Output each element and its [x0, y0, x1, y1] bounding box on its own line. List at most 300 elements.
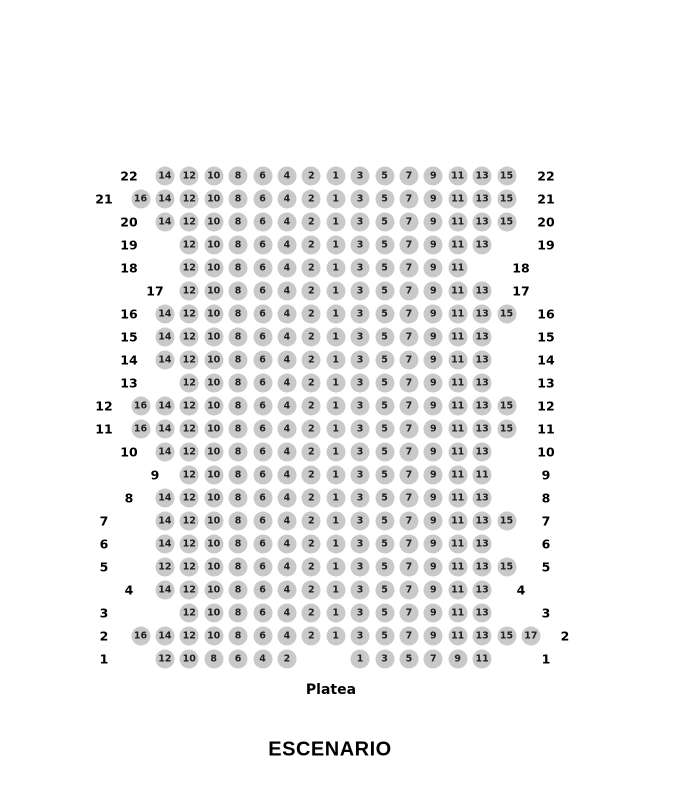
- seat[interactable]: 16: [131, 190, 150, 209]
- seat[interactable]: 13: [473, 236, 492, 255]
- seat[interactable]: 11: [448, 627, 467, 646]
- seat[interactable]: 8: [229, 489, 248, 508]
- seat[interactable]: 3: [351, 351, 370, 370]
- seat[interactable]: 2: [302, 167, 321, 186]
- seat[interactable]: 3: [351, 604, 370, 623]
- seat[interactable]: 3: [351, 374, 370, 393]
- seat[interactable]: 1: [326, 604, 345, 623]
- seat[interactable]: 5: [375, 489, 394, 508]
- seat[interactable]: 1: [326, 397, 345, 416]
- seat[interactable]: 3: [351, 328, 370, 347]
- seat[interactable]: 11: [448, 604, 467, 623]
- seat[interactable]: 10: [204, 535, 223, 554]
- seat[interactable]: 7: [399, 328, 418, 347]
- seat[interactable]: 2: [302, 374, 321, 393]
- seat[interactable]: 13: [473, 351, 492, 370]
- seat[interactable]: 12: [180, 351, 199, 370]
- seat[interactable]: 5: [375, 374, 394, 393]
- seat[interactable]: 12: [180, 397, 199, 416]
- seat[interactable]: 7: [399, 305, 418, 324]
- seat[interactable]: 8: [204, 650, 223, 669]
- seat[interactable]: 5: [375, 443, 394, 462]
- seat[interactable]: 9: [424, 604, 443, 623]
- seat[interactable]: 4: [277, 489, 296, 508]
- seat[interactable]: 3: [351, 489, 370, 508]
- seat[interactable]: 10: [204, 466, 223, 485]
- seat[interactable]: 3: [351, 397, 370, 416]
- seat[interactable]: 2: [302, 420, 321, 439]
- seat[interactable]: 15: [497, 558, 516, 577]
- seat[interactable]: 9: [424, 535, 443, 554]
- seat[interactable]: 6: [253, 328, 272, 347]
- seat[interactable]: 13: [473, 443, 492, 462]
- seat[interactable]: 1: [326, 558, 345, 577]
- seat[interactable]: 2: [302, 489, 321, 508]
- seat[interactable]: 10: [204, 328, 223, 347]
- seat[interactable]: 2: [277, 650, 296, 669]
- seat[interactable]: 5: [375, 190, 394, 209]
- seat[interactable]: 6: [253, 489, 272, 508]
- seat[interactable]: 9: [424, 236, 443, 255]
- seat[interactable]: 14: [155, 535, 174, 554]
- seat[interactable]: 7: [399, 535, 418, 554]
- seat[interactable]: 7: [399, 236, 418, 255]
- seat[interactable]: 3: [351, 558, 370, 577]
- seat[interactable]: 5: [375, 305, 394, 324]
- seat[interactable]: 14: [155, 351, 174, 370]
- seat[interactable]: 7: [399, 282, 418, 301]
- seat[interactable]: 9: [424, 627, 443, 646]
- seat[interactable]: 8: [229, 581, 248, 600]
- seat[interactable]: 8: [229, 466, 248, 485]
- seat[interactable]: 9: [424, 581, 443, 600]
- seat[interactable]: 8: [229, 167, 248, 186]
- seat[interactable]: 4: [277, 604, 296, 623]
- seat[interactable]: 1: [351, 650, 370, 669]
- seat[interactable]: 13: [473, 213, 492, 232]
- seat[interactable]: 4: [277, 627, 296, 646]
- seat[interactable]: 11: [448, 282, 467, 301]
- seat[interactable]: 4: [277, 305, 296, 324]
- seat[interactable]: 5: [375, 466, 394, 485]
- seat[interactable]: 13: [473, 420, 492, 439]
- seat[interactable]: 15: [497, 512, 516, 531]
- seat[interactable]: 14: [155, 443, 174, 462]
- seat[interactable]: 10: [204, 558, 223, 577]
- seat[interactable]: 16: [131, 397, 150, 416]
- seat[interactable]: 4: [277, 282, 296, 301]
- seat[interactable]: 1: [326, 535, 345, 554]
- seat[interactable]: 15: [497, 190, 516, 209]
- seat[interactable]: 1: [326, 282, 345, 301]
- seat[interactable]: 2: [302, 604, 321, 623]
- seat[interactable]: 5: [375, 213, 394, 232]
- seat[interactable]: 8: [229, 259, 248, 278]
- seat[interactable]: 11: [448, 305, 467, 324]
- seat[interactable]: 13: [473, 581, 492, 600]
- seat[interactable]: 11: [448, 328, 467, 347]
- seat[interactable]: 9: [424, 466, 443, 485]
- seat[interactable]: 9: [424, 190, 443, 209]
- seat[interactable]: 14: [155, 581, 174, 600]
- seat[interactable]: 7: [399, 420, 418, 439]
- seat[interactable]: 6: [253, 420, 272, 439]
- seat[interactable]: 10: [204, 236, 223, 255]
- seat[interactable]: 12: [180, 259, 199, 278]
- seat[interactable]: 12: [180, 558, 199, 577]
- seat[interactable]: 2: [302, 259, 321, 278]
- seat[interactable]: 14: [155, 397, 174, 416]
- seat[interactable]: 10: [204, 213, 223, 232]
- seat[interactable]: 7: [399, 167, 418, 186]
- seat[interactable]: 10: [204, 167, 223, 186]
- seat[interactable]: 3: [351, 581, 370, 600]
- seat[interactable]: 11: [448, 259, 467, 278]
- seat[interactable]: 2: [302, 627, 321, 646]
- seat[interactable]: 6: [253, 374, 272, 393]
- seat[interactable]: 7: [399, 558, 418, 577]
- seat[interactable]: 8: [229, 443, 248, 462]
- seat[interactable]: 10: [204, 627, 223, 646]
- seat[interactable]: 9: [424, 489, 443, 508]
- seat[interactable]: 6: [229, 650, 248, 669]
- seat[interactable]: 8: [229, 397, 248, 416]
- seat[interactable]: 1: [326, 236, 345, 255]
- seat[interactable]: 11: [448, 236, 467, 255]
- seat[interactable]: 15: [497, 627, 516, 646]
- seat[interactable]: 5: [375, 167, 394, 186]
- seat[interactable]: 10: [180, 650, 199, 669]
- seat[interactable]: 11: [448, 374, 467, 393]
- seat[interactable]: 12: [180, 213, 199, 232]
- seat[interactable]: 5: [375, 558, 394, 577]
- seat[interactable]: 1: [326, 213, 345, 232]
- seat[interactable]: 7: [399, 374, 418, 393]
- seat[interactable]: 14: [155, 420, 174, 439]
- seat[interactable]: 3: [351, 512, 370, 531]
- seat[interactable]: 10: [204, 443, 223, 462]
- seat[interactable]: 5: [375, 420, 394, 439]
- seat[interactable]: 9: [424, 305, 443, 324]
- seat[interactable]: 7: [399, 397, 418, 416]
- seat[interactable]: 3: [351, 190, 370, 209]
- seat[interactable]: 6: [253, 443, 272, 462]
- seat[interactable]: 1: [326, 167, 345, 186]
- seat[interactable]: 11: [448, 535, 467, 554]
- seat[interactable]: 3: [351, 443, 370, 462]
- seat[interactable]: 15: [497, 167, 516, 186]
- seat[interactable]: 11: [473, 650, 492, 669]
- seat[interactable]: 8: [229, 512, 248, 531]
- seat[interactable]: 14: [155, 489, 174, 508]
- seat[interactable]: 6: [253, 627, 272, 646]
- seat[interactable]: 8: [229, 236, 248, 255]
- seat[interactable]: 9: [448, 650, 467, 669]
- seat[interactable]: 13: [473, 535, 492, 554]
- seat[interactable]: 1: [326, 190, 345, 209]
- seat[interactable]: 1: [326, 443, 345, 462]
- seat[interactable]: 5: [375, 236, 394, 255]
- seat[interactable]: 10: [204, 374, 223, 393]
- seat[interactable]: 2: [302, 351, 321, 370]
- seat[interactable]: 4: [253, 650, 272, 669]
- seat[interactable]: 13: [473, 374, 492, 393]
- seat[interactable]: 12: [155, 650, 174, 669]
- seat[interactable]: 5: [375, 397, 394, 416]
- seat[interactable]: 10: [204, 190, 223, 209]
- seat[interactable]: 1: [326, 351, 345, 370]
- seat[interactable]: 2: [302, 558, 321, 577]
- seat[interactable]: 13: [473, 558, 492, 577]
- seat[interactable]: 8: [229, 305, 248, 324]
- seat[interactable]: 2: [302, 535, 321, 554]
- seat[interactable]: 3: [351, 236, 370, 255]
- seat[interactable]: 1: [326, 627, 345, 646]
- seat[interactable]: 4: [277, 328, 296, 347]
- seat[interactable]: 12: [155, 558, 174, 577]
- seat[interactable]: 9: [424, 351, 443, 370]
- seat[interactable]: 15: [497, 420, 516, 439]
- seat[interactable]: 7: [399, 581, 418, 600]
- seat[interactable]: 12: [180, 236, 199, 255]
- seat[interactable]: 6: [253, 397, 272, 416]
- seat[interactable]: 12: [180, 627, 199, 646]
- seat[interactable]: 3: [351, 466, 370, 485]
- seat[interactable]: 6: [253, 466, 272, 485]
- seat[interactable]: 1: [326, 489, 345, 508]
- seat[interactable]: 9: [424, 167, 443, 186]
- seat[interactable]: 3: [351, 627, 370, 646]
- seat[interactable]: 11: [448, 213, 467, 232]
- seat[interactable]: 5: [375, 581, 394, 600]
- seat[interactable]: 8: [229, 351, 248, 370]
- seat[interactable]: 7: [399, 259, 418, 278]
- seat[interactable]: 4: [277, 351, 296, 370]
- seat[interactable]: 8: [229, 420, 248, 439]
- seat[interactable]: 7: [399, 443, 418, 462]
- seat[interactable]: 10: [204, 604, 223, 623]
- seat[interactable]: 12: [180, 420, 199, 439]
- seat[interactable]: 6: [253, 282, 272, 301]
- seat[interactable]: 4: [277, 167, 296, 186]
- seat[interactable]: 2: [302, 236, 321, 255]
- seat[interactable]: 8: [229, 604, 248, 623]
- seat[interactable]: 3: [351, 167, 370, 186]
- seat[interactable]: 14: [155, 167, 174, 186]
- seat[interactable]: 6: [253, 558, 272, 577]
- seat[interactable]: 14: [155, 305, 174, 324]
- seat[interactable]: 13: [473, 190, 492, 209]
- seat[interactable]: 13: [473, 305, 492, 324]
- seat[interactable]: 12: [180, 581, 199, 600]
- seat[interactable]: 4: [277, 512, 296, 531]
- seat[interactable]: 4: [277, 443, 296, 462]
- seat[interactable]: 2: [302, 213, 321, 232]
- seat[interactable]: 11: [448, 558, 467, 577]
- seat[interactable]: 6: [253, 351, 272, 370]
- seat[interactable]: 13: [473, 282, 492, 301]
- seat[interactable]: 6: [253, 213, 272, 232]
- seat[interactable]: 4: [277, 397, 296, 416]
- seat[interactable]: 2: [302, 282, 321, 301]
- seat[interactable]: 9: [424, 443, 443, 462]
- seat[interactable]: 2: [302, 466, 321, 485]
- seat[interactable]: 3: [351, 420, 370, 439]
- seat[interactable]: 4: [277, 581, 296, 600]
- seat[interactable]: 11: [448, 443, 467, 462]
- seat[interactable]: 6: [253, 512, 272, 531]
- seat[interactable]: 11: [448, 167, 467, 186]
- seat[interactable]: 6: [253, 236, 272, 255]
- seat[interactable]: 2: [302, 397, 321, 416]
- seat[interactable]: 12: [180, 167, 199, 186]
- seat[interactable]: 2: [302, 443, 321, 462]
- seat[interactable]: 12: [180, 443, 199, 462]
- seat[interactable]: 1: [326, 259, 345, 278]
- seat[interactable]: 7: [399, 351, 418, 370]
- seat[interactable]: 8: [229, 328, 248, 347]
- seat[interactable]: 13: [473, 167, 492, 186]
- seat[interactable]: 10: [204, 489, 223, 508]
- seat[interactable]: 10: [204, 512, 223, 531]
- seat[interactable]: 8: [229, 558, 248, 577]
- seat[interactable]: 1: [326, 305, 345, 324]
- seat[interactable]: 8: [229, 374, 248, 393]
- seat[interactable]: 9: [424, 374, 443, 393]
- seat[interactable]: 13: [473, 604, 492, 623]
- seat[interactable]: 12: [180, 489, 199, 508]
- seat[interactable]: 11: [448, 420, 467, 439]
- seat[interactable]: 10: [204, 420, 223, 439]
- seat[interactable]: 1: [326, 466, 345, 485]
- seat[interactable]: 11: [448, 351, 467, 370]
- seat[interactable]: 12: [180, 466, 199, 485]
- seat[interactable]: 5: [375, 535, 394, 554]
- seat[interactable]: 12: [180, 604, 199, 623]
- seat[interactable]: 13: [473, 512, 492, 531]
- seat[interactable]: 5: [375, 627, 394, 646]
- seat[interactable]: 16: [131, 420, 150, 439]
- seat[interactable]: 5: [375, 328, 394, 347]
- seat[interactable]: 4: [277, 558, 296, 577]
- seat[interactable]: 3: [351, 535, 370, 554]
- seat[interactable]: 9: [424, 397, 443, 416]
- seat[interactable]: 2: [302, 581, 321, 600]
- seat[interactable]: 10: [204, 282, 223, 301]
- seat[interactable]: 11: [448, 190, 467, 209]
- seat[interactable]: 5: [375, 351, 394, 370]
- seat[interactable]: 12: [180, 512, 199, 531]
- seat[interactable]: 10: [204, 259, 223, 278]
- seat[interactable]: 15: [497, 213, 516, 232]
- seat[interactable]: 3: [351, 259, 370, 278]
- seat[interactable]: 9: [424, 558, 443, 577]
- seat[interactable]: 6: [253, 305, 272, 324]
- seat[interactable]: 4: [277, 190, 296, 209]
- seat[interactable]: 10: [204, 581, 223, 600]
- seat[interactable]: 11: [448, 466, 467, 485]
- seat[interactable]: 11: [448, 581, 467, 600]
- seat[interactable]: 1: [326, 512, 345, 531]
- seat[interactable]: 5: [375, 512, 394, 531]
- seat[interactable]: 3: [351, 282, 370, 301]
- seat[interactable]: 8: [229, 213, 248, 232]
- seat[interactable]: 14: [155, 512, 174, 531]
- seat[interactable]: 5: [375, 604, 394, 623]
- seat[interactable]: 4: [277, 259, 296, 278]
- seat[interactable]: 7: [399, 213, 418, 232]
- seat[interactable]: 1: [326, 581, 345, 600]
- seat[interactable]: 4: [277, 236, 296, 255]
- seat[interactable]: 13: [473, 397, 492, 416]
- seat[interactable]: 12: [180, 305, 199, 324]
- seat[interactable]: 13: [473, 489, 492, 508]
- seat[interactable]: 1: [326, 328, 345, 347]
- seat[interactable]: 7: [399, 604, 418, 623]
- seat[interactable]: 2: [302, 305, 321, 324]
- seat[interactable]: 5: [375, 282, 394, 301]
- seat[interactable]: 12: [180, 190, 199, 209]
- seat[interactable]: 13: [473, 627, 492, 646]
- seat[interactable]: 4: [277, 535, 296, 554]
- seat[interactable]: 7: [399, 512, 418, 531]
- seat[interactable]: 9: [424, 328, 443, 347]
- seat[interactable]: 2: [302, 190, 321, 209]
- seat[interactable]: 7: [399, 466, 418, 485]
- seat[interactable]: 9: [424, 213, 443, 232]
- seat[interactable]: 12: [180, 374, 199, 393]
- seat[interactable]: 8: [229, 627, 248, 646]
- seat[interactable]: 6: [253, 604, 272, 623]
- seat[interactable]: 5: [375, 259, 394, 278]
- seat[interactable]: 14: [155, 190, 174, 209]
- seat[interactable]: 11: [473, 466, 492, 485]
- seat[interactable]: 15: [497, 397, 516, 416]
- seat[interactable]: 9: [424, 512, 443, 531]
- seat[interactable]: 7: [399, 190, 418, 209]
- seat[interactable]: 7: [424, 650, 443, 669]
- seat[interactable]: 8: [229, 190, 248, 209]
- seat[interactable]: 15: [497, 305, 516, 324]
- seat[interactable]: 14: [155, 213, 174, 232]
- seat[interactable]: 6: [253, 167, 272, 186]
- seat[interactable]: 17: [521, 627, 540, 646]
- seat[interactable]: 10: [204, 397, 223, 416]
- seat[interactable]: 1: [326, 374, 345, 393]
- seat[interactable]: 12: [180, 535, 199, 554]
- seat[interactable]: 4: [277, 213, 296, 232]
- seat[interactable]: 12: [180, 328, 199, 347]
- seat[interactable]: 12: [180, 282, 199, 301]
- seat[interactable]: 6: [253, 535, 272, 554]
- seat[interactable]: 10: [204, 351, 223, 370]
- seat[interactable]: 8: [229, 535, 248, 554]
- seat[interactable]: 16: [131, 627, 150, 646]
- seat[interactable]: 11: [448, 489, 467, 508]
- seat[interactable]: 4: [277, 374, 296, 393]
- seat[interactable]: 11: [448, 512, 467, 531]
- seat[interactable]: 11: [448, 397, 467, 416]
- seat[interactable]: 6: [253, 259, 272, 278]
- seat[interactable]: 2: [302, 328, 321, 347]
- seat[interactable]: 3: [351, 213, 370, 232]
- seat[interactable]: 2: [302, 512, 321, 531]
- seat[interactable]: 5: [399, 650, 418, 669]
- seat[interactable]: 4: [277, 420, 296, 439]
- seat[interactable]: 14: [155, 627, 174, 646]
- seat[interactable]: 6: [253, 190, 272, 209]
- seat[interactable]: 10: [204, 305, 223, 324]
